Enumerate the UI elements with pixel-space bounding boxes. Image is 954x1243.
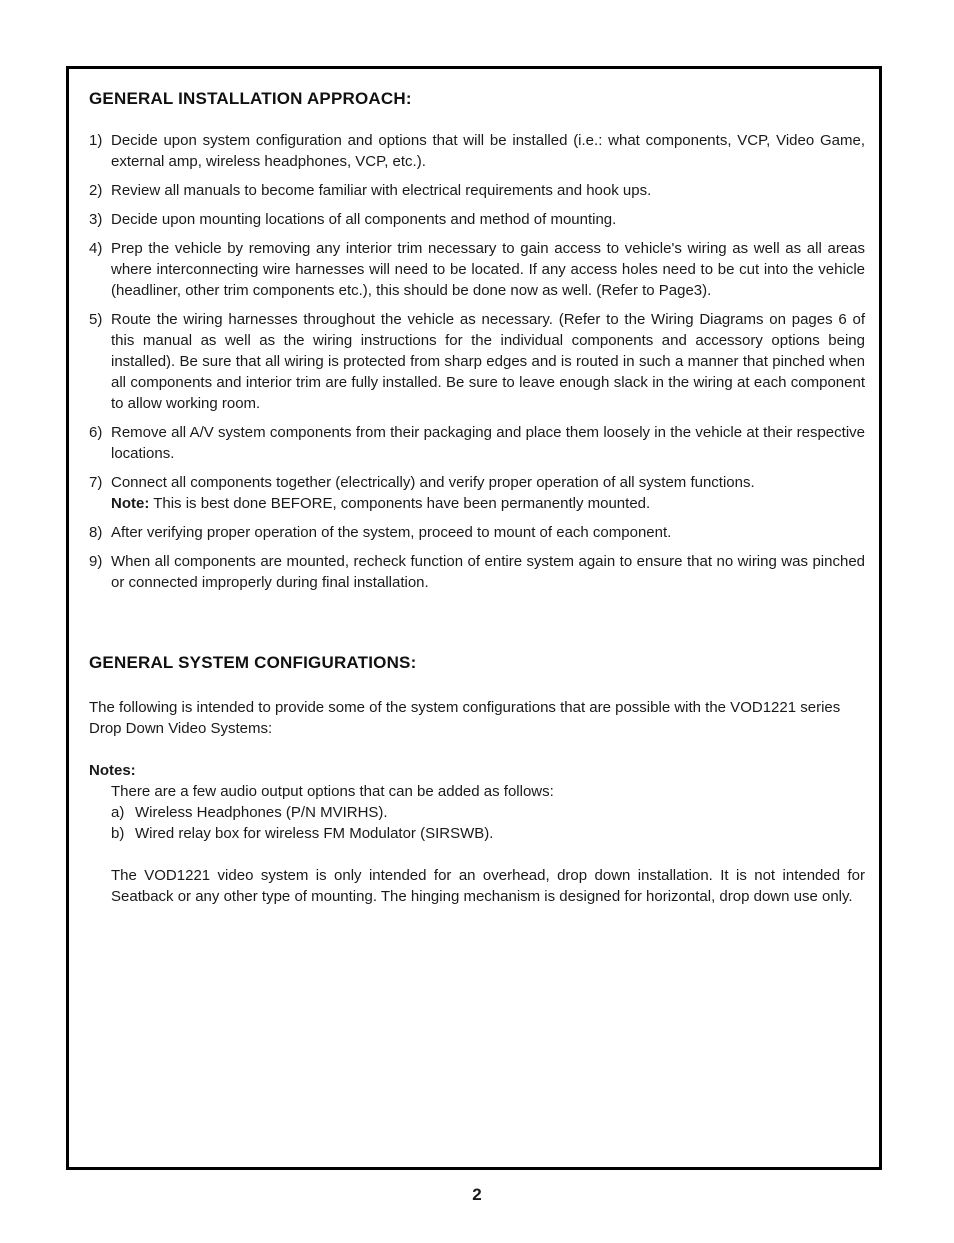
step-item xyxy=(89,209,865,230)
note-text: This is best done BEFORE, components have been permanently mounted. xyxy=(149,495,651,512)
configurations-intro: The following is intended to provide some of the system configurations that are possible with the VOD1221 series Drop Down Video Systems: xyxy=(89,699,841,737)
step-text: When all components are mounted, recheck function of entire system again to ensure that no wiring was pinched or connected improperly during final installation. xyxy=(111,553,865,591)
option-letter: b) xyxy=(111,825,125,842)
step-number: 1) xyxy=(89,132,103,149)
step-text: Review all manuals to become familiar with electrical requirements and hook ups. xyxy=(111,182,652,199)
option-item xyxy=(111,823,865,844)
step-number: 6) xyxy=(89,424,103,441)
step-number: 9) xyxy=(89,553,103,570)
step-text: After verifying proper operation of the system, proceed to mount of each component. xyxy=(111,524,672,541)
step-text: Prep the vehicle by removing any interior trim necessary to gain access to vehicle's wiring as well as all areas where interconnecting wire harnesses will need to be located. If any access holes need to be cut into the vehicle (headliner, other trim components etc.), this should be done now as well. (Refer to Page3). xyxy=(111,240,865,299)
step-text: Decide upon system configuration and options that will be installed (i.e.: what components, VCP, Video Game, external amp, wireless headphones, VCP, etc.). xyxy=(111,132,865,170)
installation-steps xyxy=(89,130,865,593)
option-letter: a) xyxy=(111,804,125,821)
step-text: Decide upon mounting locations of all components and method of mounting. xyxy=(111,211,617,228)
step-item xyxy=(89,422,865,464)
notes-body xyxy=(111,781,865,907)
notes-label: Notes: xyxy=(89,762,136,779)
step-item xyxy=(89,551,865,593)
step-number: 8) xyxy=(89,524,103,541)
option-text: Wireless Headphones (P/N MVIRHS). xyxy=(135,804,388,821)
page-number: 2 xyxy=(472,1185,482,1204)
installation-heading: GENERAL INSTALLATION APPROACH: xyxy=(89,89,412,108)
step-item xyxy=(89,130,865,172)
step-text: Connect all components together (electrically) and verify proper operation of all system functions. xyxy=(111,474,755,491)
step-item xyxy=(89,472,865,514)
step-number: 7) xyxy=(89,474,103,491)
step-item xyxy=(89,180,865,201)
step-item xyxy=(89,309,865,414)
step-text: Remove all A/V system components from their packaging and place them loosely in the vehicle at their respective locations. xyxy=(111,424,865,462)
step-item xyxy=(89,522,865,543)
notes-intro: There are a few audio output options that can be added as follows: xyxy=(111,783,554,800)
step-number: 5) xyxy=(89,311,103,328)
step-text-with-note xyxy=(111,472,865,514)
note-label: Note: xyxy=(111,495,150,512)
step-number: 4) xyxy=(89,240,103,257)
step-number: 2) xyxy=(89,182,103,199)
step-number: 3) xyxy=(89,211,103,228)
option-text: Wired relay box for wireless FM Modulator (SIRSWB). xyxy=(135,825,494,842)
option-item xyxy=(111,802,865,823)
page-content xyxy=(89,86,865,907)
closing-paragraph: The VOD1221 video system is only intended for an overhead, drop down installation. It is not intended for Seatback or any other type of mounting. The hinging mechanism is designed for horizontal, drop down use only. xyxy=(111,867,865,905)
step-item xyxy=(89,238,865,301)
configurations-heading: GENERAL SYSTEM CONFIGURATIONS: xyxy=(89,653,417,672)
step-text: Route the wiring harnesses throughout the vehicle as necessary. (Refer to the Wiring Diagrams on pages 6 of this manual as well as the wiring instructions for the individual components and accessory options being installed). Be sure that all wiring is protected from sharp edges and is routed in such a manner that pinched when all components and interior trim are fully installed. Be sure to leave enough slack in the wiring at each component to allow working room. xyxy=(111,311,865,412)
